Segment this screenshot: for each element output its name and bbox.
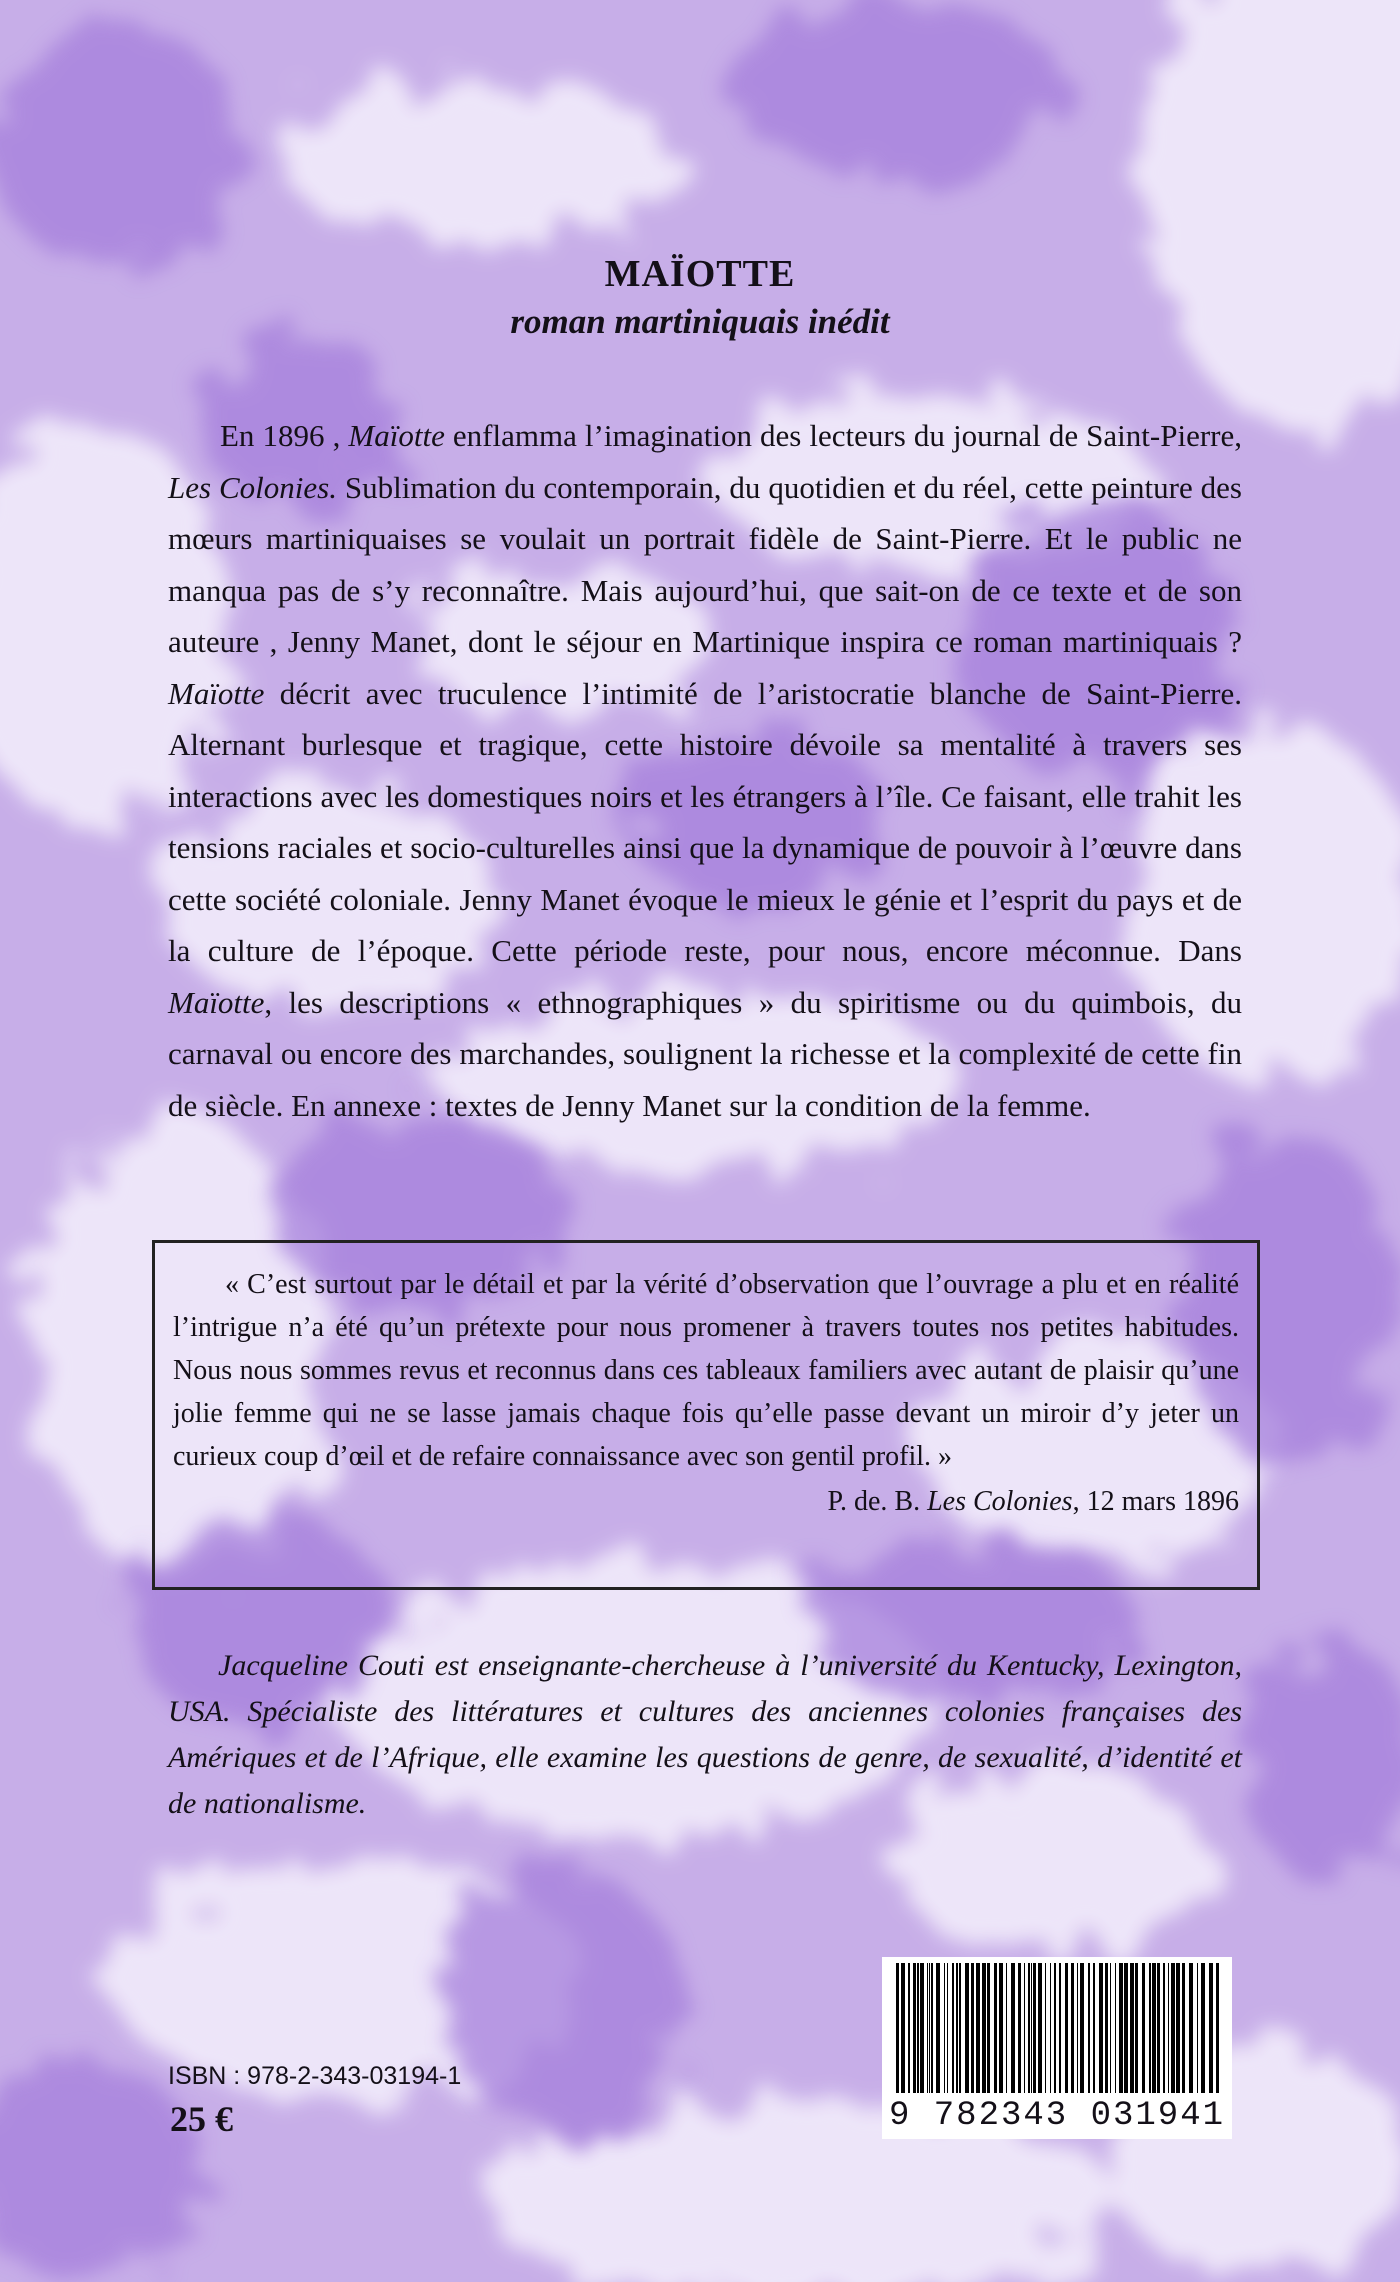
barcode-bar — [952, 1963, 954, 2093]
barcode-bar — [1171, 1963, 1175, 2093]
barcode-bar — [920, 1963, 924, 2093]
barcode-bar — [1031, 1963, 1032, 2093]
barcode-bar — [1149, 1963, 1151, 2093]
barcode-bar — [982, 1963, 986, 2093]
barcode-bar — [1142, 1963, 1145, 2093]
barcode-bar — [1028, 1963, 1030, 2093]
barcode-bar — [1033, 1963, 1036, 2093]
barcode-bar — [1045, 1963, 1046, 2093]
barcode-bar — [1050, 1963, 1051, 2093]
barcode-bar — [944, 1963, 945, 2093]
barcode-bar — [1197, 1963, 1198, 2093]
barcode-bar — [1189, 1963, 1193, 2093]
barcode-bar — [1115, 1963, 1116, 2093]
barcode-bar — [1201, 1963, 1205, 2093]
summary-paragraph — [168, 410, 1242, 1131]
press-quote-box — [152, 1240, 1260, 1590]
summary-text-run: , les descriptions « ethnographiques » du spiritisme ou du quimbois, du carnaval ou encore des marchandes, soulignent la richesse et la complexité de cette fin de siècle. En annexe : textes de Jenny Manet sur la condition de la femme. — [168, 984, 1242, 1123]
barcode-bar — [947, 1963, 948, 2093]
barcode-bar — [956, 1963, 958, 2093]
barcode-bar — [1152, 1963, 1156, 2093]
barcode-bar — [1093, 1963, 1095, 2093]
barcode-bar — [1054, 1963, 1056, 2093]
barcode — [882, 1957, 1232, 2139]
barcode-bar — [917, 1963, 919, 2093]
isbn-label: ISBN : 978-2-343-03194-1 — [168, 2062, 462, 2090]
barcode-bar — [1157, 1963, 1160, 2093]
quote-source-newspaper: Les Colonies — [927, 1486, 1073, 1517]
barcode-bar — [1018, 1963, 1021, 2093]
barcode-bar — [1176, 1963, 1180, 2093]
barcode-bar — [1011, 1963, 1015, 2093]
summary-text-run: enflamma l’imagination des lecteurs du journal de Saint-Pierre, — [444, 418, 1243, 453]
barcode-bar — [1168, 1963, 1169, 2093]
barcode-bar — [927, 1963, 928, 2093]
barcode-bar — [1077, 1963, 1078, 2093]
barcode-bar — [976, 1963, 980, 2093]
summary-text-run: Sublimation du contemporain, du quotidien et du réel, cette peinture des mœurs martiniquaises se voulait un portrait fidèle de Saint-Pierre. Et le public ne manqua pas de s’y reconnaître. Mais aujourd’hui, que sait-on de ce texte et de son auteure , Jenny Manet, dont le séjour en Martinique inspira ce roman martiniquais ? — [168, 469, 1242, 659]
barcode-bar — [1065, 1963, 1068, 2093]
barcode-bar — [994, 1963, 997, 2093]
press-quote-text: « C’est surtout par le détail et par la vérité d’observation que l’ouvrage a plu et en réalité l’intrigue n’a été qu’un prétexte pour nous promener à travers toutes nos petites habitudes. Nous nous sommes revus et reconnus dans ces tableaux familiers avec autant de plaisir qu’une jolie femme qui ne se lasse jamais chaque fois qu’elle passe devant un miroir d’y jeter un curieux coup d’œil et de refaire connaissance avec son gentil profil. » — [173, 1269, 1239, 1472]
summary-text-run: En 1896 , — [220, 418, 349, 453]
summary-italic-run: Maïotte — [348, 418, 445, 453]
book-subtitle: roman martiniquais inédit — [510, 302, 890, 341]
author-bio: Jacqueline Couti est enseignante-chercheuse à l’université du Kentucky, Lexington, USA. Spécialiste des littératures et cultures des anciennes colonies françaises des Amériques et de l’Afrique, elle examine les questions de genre, de sexualité, d’identité et de nationalisme. — [168, 1649, 1242, 1820]
barcode-bar — [908, 1963, 910, 2093]
barcode-bar — [1059, 1963, 1061, 2093]
barcode-bar — [1182, 1963, 1185, 2093]
barcode-bar — [931, 1963, 933, 2093]
barcode-bar — [1135, 1963, 1138, 2093]
barcode-bar — [1071, 1963, 1074, 2093]
barcode-bar — [913, 1963, 916, 2093]
barcode-bar — [1080, 1963, 1084, 2093]
barcode-bar — [1110, 1963, 1111, 2093]
barcode-bar — [896, 1963, 899, 2093]
barcode-bar — [1124, 1963, 1128, 2093]
barcode-bar — [971, 1963, 974, 2093]
barcode-bar — [965, 1963, 969, 2093]
barcode-digits: 9 782343 031941 — [888, 2097, 1226, 2135]
barcode-bar — [1130, 1963, 1134, 2093]
barcode-bar — [987, 1963, 990, 2093]
barcode-bar — [999, 1963, 1003, 2093]
quote-source-date: , 12 mars 1896 — [1072, 1486, 1239, 1517]
barcode-bar — [1119, 1963, 1123, 2093]
summary-italic-run: Les Colonies. — [168, 469, 337, 505]
barcode-bar — [1088, 1963, 1090, 2093]
barcode-bar — [1209, 1963, 1213, 2093]
barcode-bar — [1216, 1963, 1219, 2093]
barcode-bar — [1038, 1963, 1042, 2093]
summary-italic-run: Maïotte — [168, 984, 265, 1020]
barcode-bar — [936, 1963, 940, 2093]
barcode-bar — [1163, 1963, 1165, 2093]
barcode-bar — [1024, 1963, 1025, 2093]
barcode-bar — [959, 1963, 961, 2093]
book-title: MAÏOTTE — [604, 253, 796, 295]
summary-text-run: décrit avec truculence l’intimité de l’aristocratie blanche de Saint-Pierre. Alternant burlesque et tragique, cette histoire dévoile sa mentalité à travers ses interactions avec les domestiques noirs et les étrangers à l’île. Ce faisant, elle trahit les tensions raciales et socio-culturelles ainsi que la dynamique de pouvoir à l’œuvre dans cette société coloniale. Jenny Manet évoque le mieux le génie et l’esprit du pays et de la culture de l’époque. Cette période reste, pour nous, encore méconnue. Dans — [168, 675, 1242, 968]
barcode-bar — [901, 1963, 905, 2093]
barcode-bar — [1105, 1963, 1108, 2093]
barcode-bar — [1006, 1963, 1007, 2093]
summary-italic-run: Maïotte — [168, 675, 265, 711]
barcode-bar — [929, 1963, 930, 2093]
quote-source-author: P. de. B. — [827, 1486, 921, 1517]
barcode-bar — [1099, 1963, 1103, 2093]
press-quote-attribution — [173, 1486, 1239, 1518]
price-label: 25 € — [170, 2099, 233, 2139]
barcode-bars — [892, 1963, 1222, 2093]
